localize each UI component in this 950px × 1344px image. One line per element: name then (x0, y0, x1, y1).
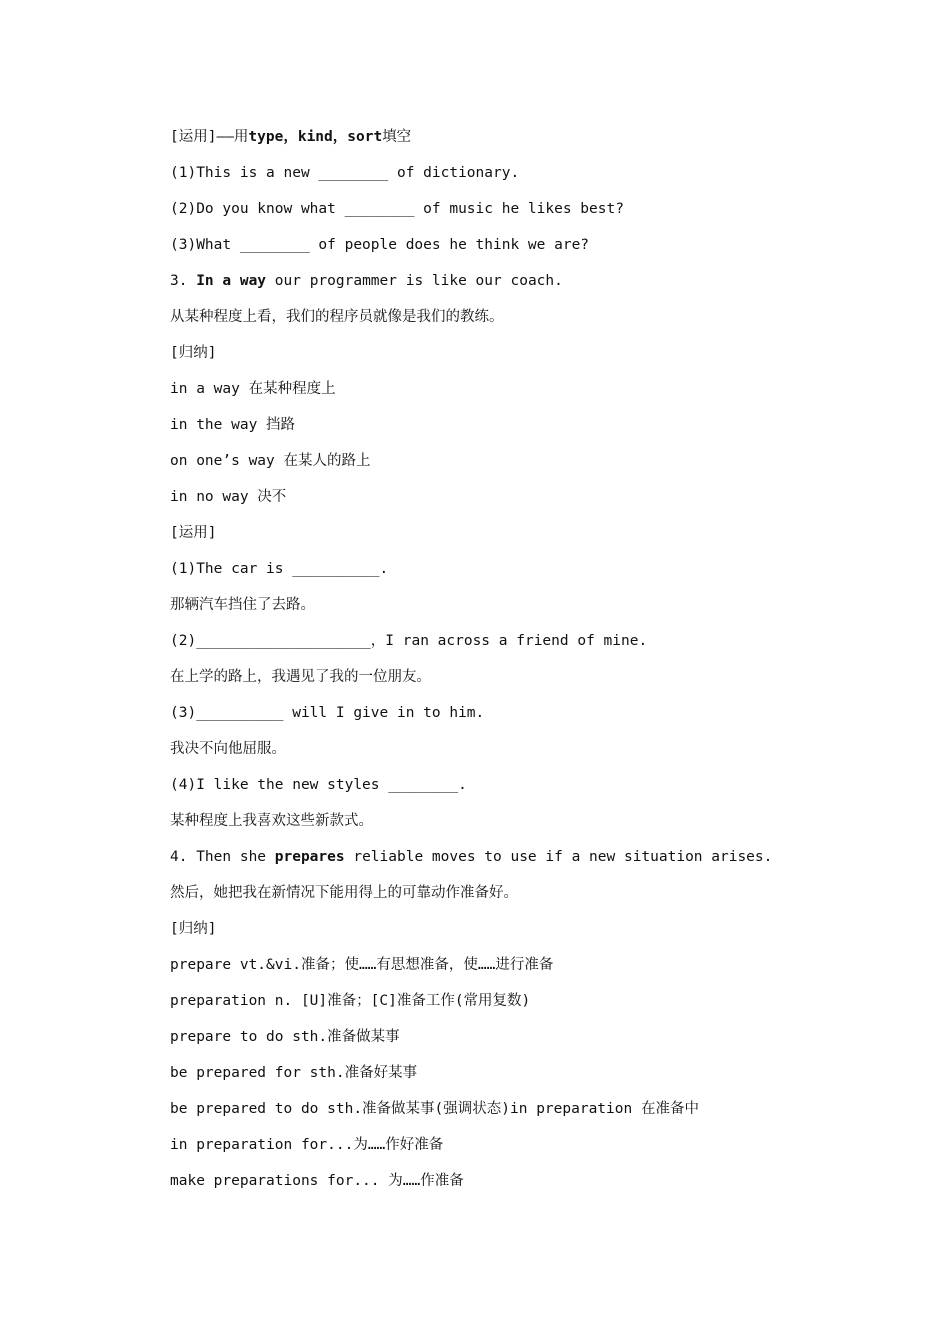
text-line (170, 196, 870, 232)
text-line (170, 520, 870, 556)
text-line (170, 160, 870, 196)
line-text: (3)What ________ of people does he think we are? (170, 237, 590, 253)
text-line (170, 700, 870, 736)
line-text: 那辆汽车挡住了去路。 (170, 597, 315, 613)
line-text: 然后，她把我在新情况下能用得上的可靠动作准备好。 (170, 885, 518, 901)
text-line (170, 808, 870, 844)
bold-phrase: prepares (274, 849, 345, 865)
line-text: reliable moves to use if a new situation arises. (344, 849, 773, 865)
text-line (170, 376, 870, 412)
line-text: 3. (170, 273, 197, 289)
text-line (170, 124, 870, 160)
document-page (170, 124, 870, 1204)
line-text: (4)I like the new styles ________. (170, 777, 467, 793)
line-text: our programmer is like our coach. (266, 273, 563, 289)
line-text: (2)Do you know what ________ of music he likes best? (170, 201, 624, 217)
bold-phrase: In a way (196, 273, 267, 289)
text-line (170, 1096, 870, 1132)
line-text: in the way 挡路 (170, 417, 296, 433)
text-line (170, 592, 870, 628)
line-text: be prepared to do sth.准备做某事(强调状态)in preparation 在准备中 (170, 1101, 699, 1117)
line-text: preparation n. [U]准备；[C]准备工作(常用复数) (170, 993, 531, 1009)
line-text: (1)The car is __________. (170, 561, 389, 577)
line-text: prepare to do sth.准备做某事 (170, 1029, 400, 1045)
text-line (170, 988, 870, 1024)
bold-phrase: type，kind，sort (248, 129, 383, 145)
line-text: 4. Then she (170, 849, 275, 865)
text-line (170, 484, 870, 520)
text-line (170, 1060, 870, 1096)
line-text: on one’s way 在某人的路上 (170, 453, 371, 469)
text-line (170, 664, 870, 700)
line-text: [归纳] (170, 921, 217, 937)
line-text: 我决不向他屈服。 (170, 741, 286, 757)
text-line (170, 880, 870, 916)
text-line (170, 412, 870, 448)
text-line (170, 844, 870, 880)
text-line (170, 1132, 870, 1168)
line-text: 在上学的路上，我遇见了我的一位朋友。 (170, 669, 431, 685)
text-line (170, 340, 870, 376)
line-text: 某种程度上我喜欢这些新款式。 (170, 813, 373, 829)
line-text: (3)__________ will I give in to him. (170, 705, 485, 721)
line-text: be prepared for sth.准备好某事 (170, 1065, 418, 1081)
line-text: in no way 决不 (170, 489, 287, 505)
text-line (170, 232, 870, 268)
line-text: 从某种程度上看，我们的程序员就像是我们的教练。 (170, 309, 504, 325)
text-line (170, 448, 870, 484)
text-line (170, 628, 870, 664)
line-text: [运用] (170, 525, 217, 541)
text-line (170, 916, 870, 952)
line-text: make preparations for... 为……作准备 (170, 1173, 464, 1189)
text-line (170, 952, 870, 988)
line-text: [运用]——用 (170, 129, 249, 145)
text-line (170, 268, 870, 304)
text-line (170, 1168, 870, 1204)
text-line (170, 304, 870, 340)
line-text: (1)This is a new ________ of dictionary. (170, 165, 520, 181)
text-line (170, 736, 870, 772)
text-line (170, 772, 870, 808)
line-text: prepare vt.&vi.准备；使……有思想准备，使……进行准备 (170, 957, 554, 973)
line-text: in a way 在某种程度上 (170, 381, 336, 397)
line-text: (2)____________________，I ran across a friend of mine. (170, 633, 648, 649)
line-text: in preparation for...为……作好准备 (170, 1137, 444, 1153)
text-line (170, 1024, 870, 1060)
text-line (170, 556, 870, 592)
line-text: 填空 (382, 129, 412, 145)
line-text: [归纳] (170, 345, 217, 361)
